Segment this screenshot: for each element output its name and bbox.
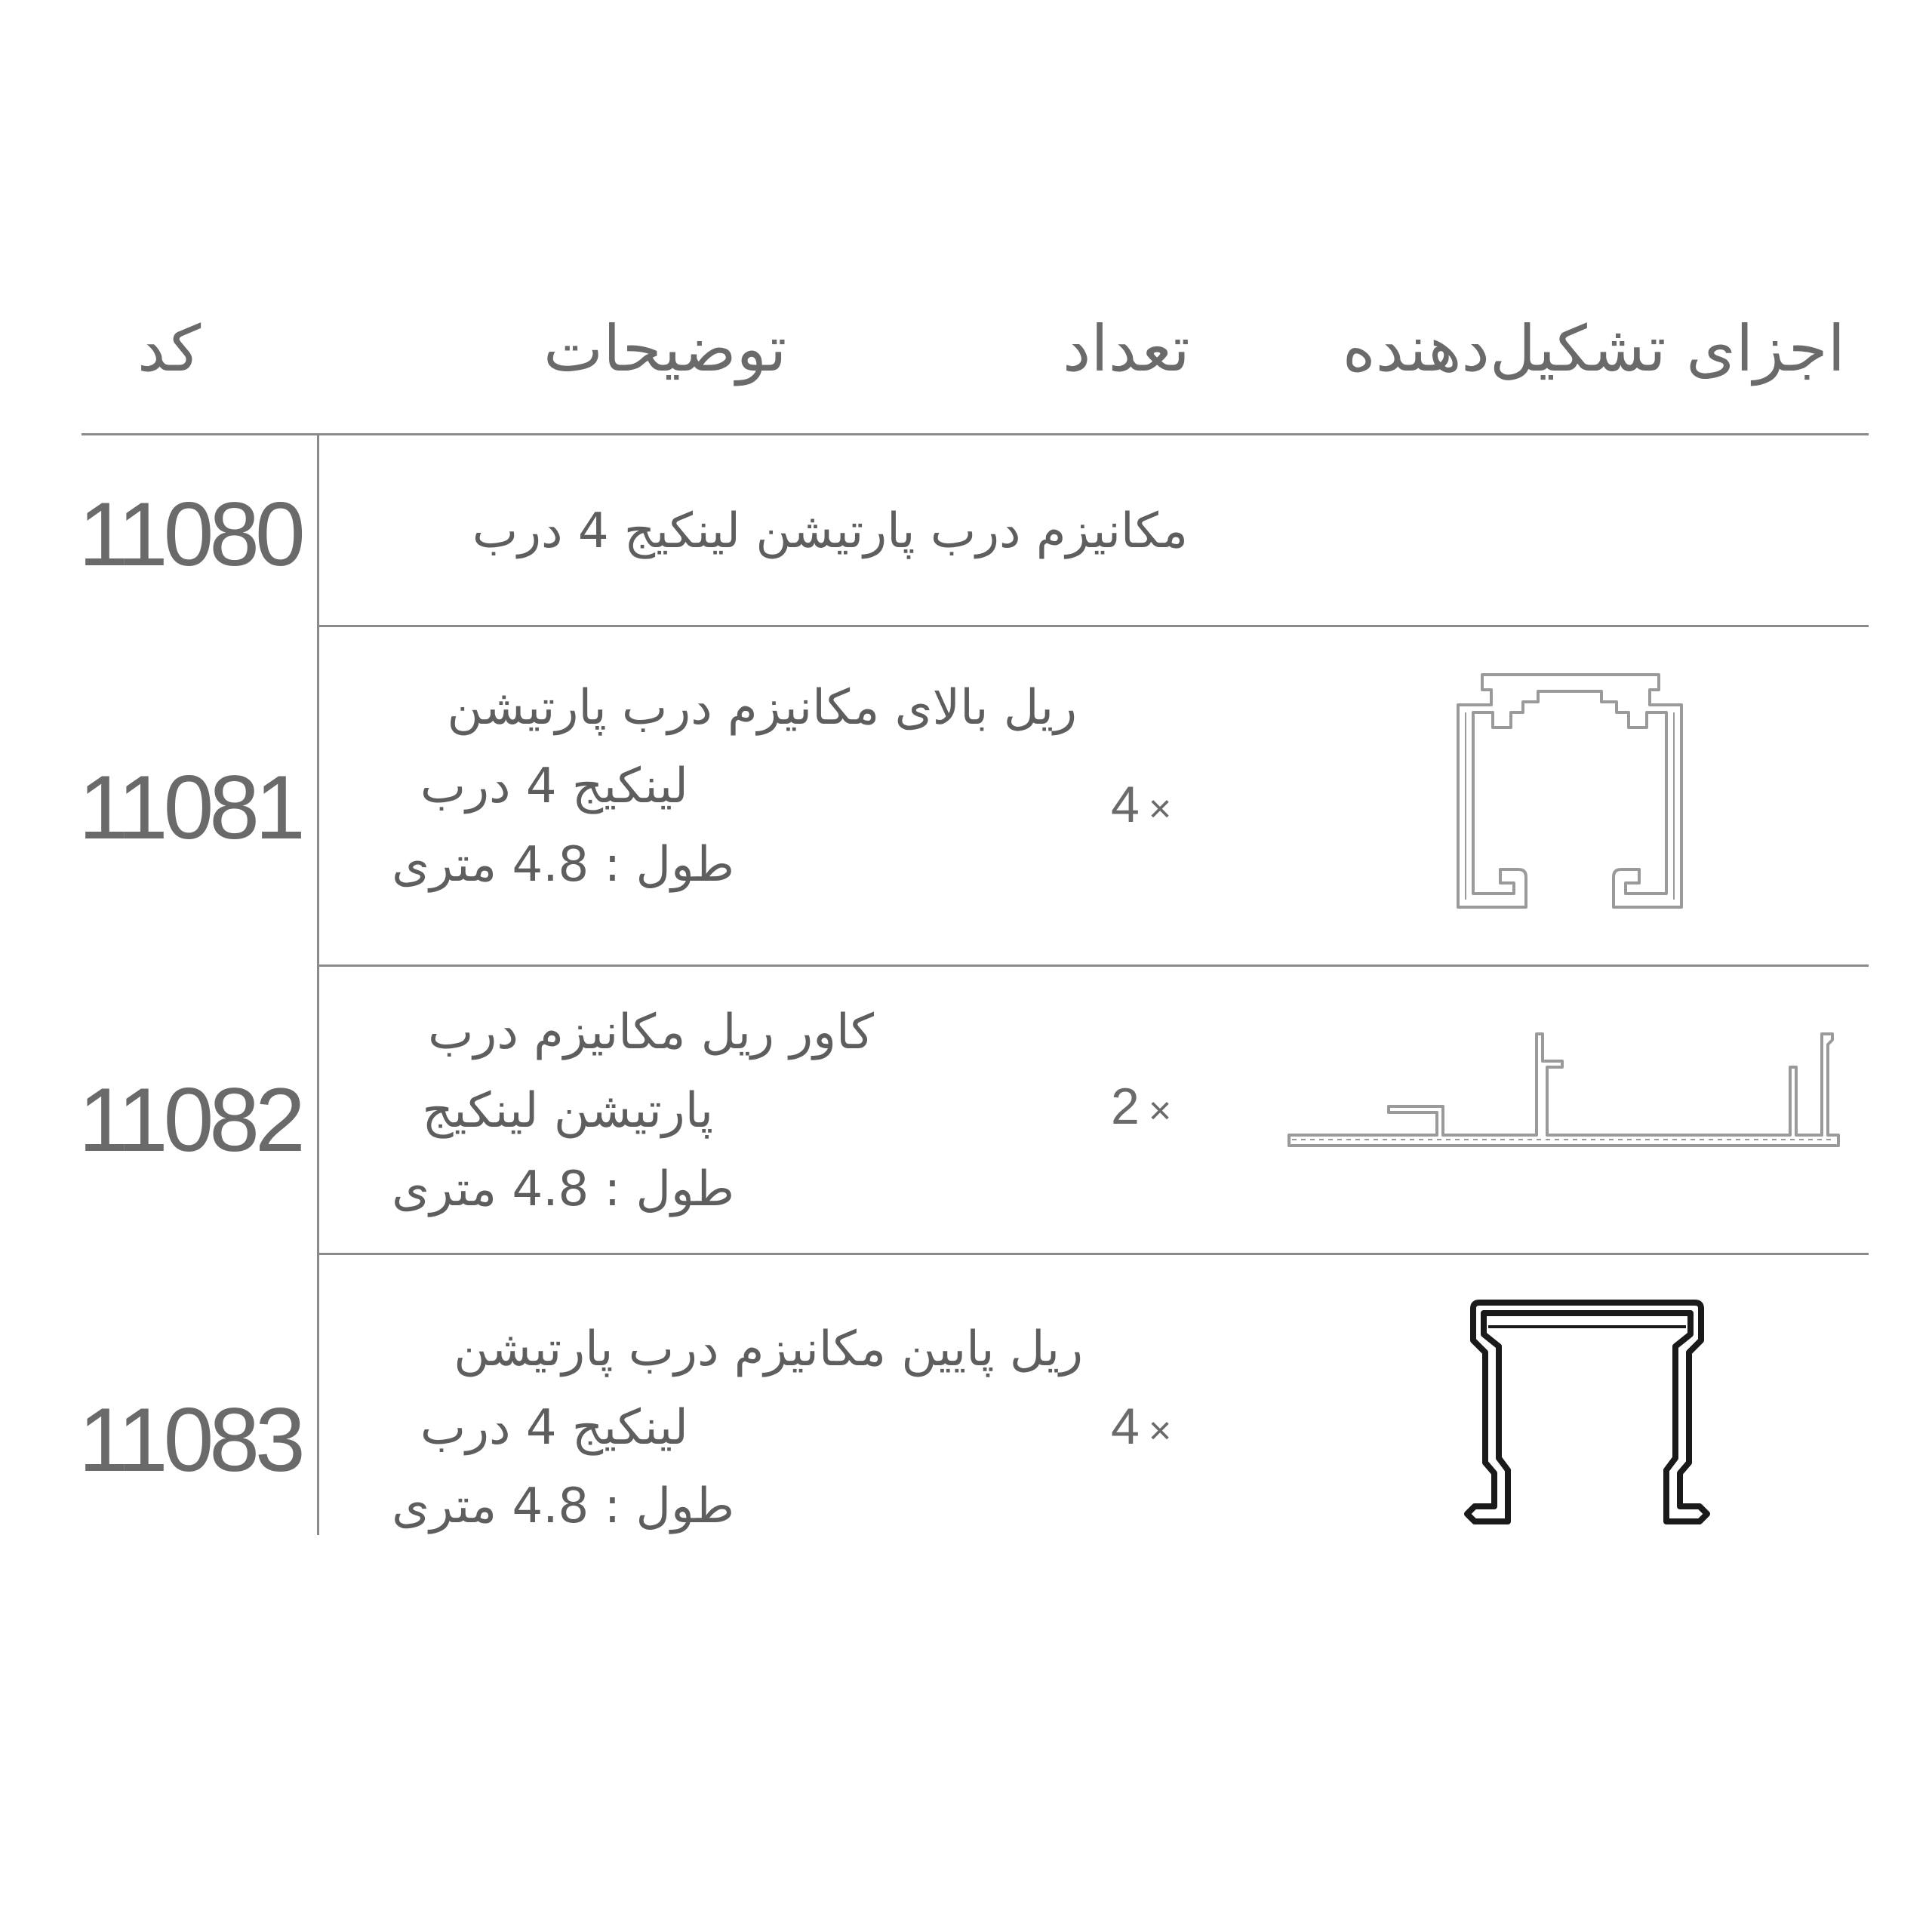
bottom-rail-profile-icon (1446, 1297, 1718, 1538)
row-code: 11083 (78, 1389, 301, 1491)
header-divider (82, 433, 1869, 435)
row-code: 11082 (78, 1069, 301, 1171)
multiply-sign: × (1148, 1089, 1172, 1133)
row-quantity (1111, 1078, 1172, 1135)
row-divider-1 (317, 625, 1869, 627)
multiply-sign: × (1148, 787, 1172, 831)
header-components: اجزای تشکیل‌دهنده (1342, 312, 1845, 386)
quantity-value: 4 (1111, 1398, 1140, 1455)
top-rail-profile-icon (1449, 667, 1690, 909)
row-divider-2 (317, 964, 1869, 967)
header-quantity: تعداد (1063, 312, 1190, 386)
header-description: توضیحات (543, 312, 787, 386)
row-description-line: لینکیج 4 درب (420, 1400, 688, 1456)
row-description-line: طول : 4.8 متری (392, 1161, 734, 1217)
row-description-line: لینکیج 4 درب (420, 758, 688, 814)
row-description-line: کاور ریل مکانیزم درب (428, 1004, 874, 1060)
row-description-line: پارتیشن لینکیج (422, 1083, 713, 1139)
multiply-sign: × (1148, 1409, 1172, 1453)
row-quantity (1111, 1398, 1172, 1455)
row-description-line: ریل بالای مکانیزم درب پارتیشن (447, 680, 1077, 736)
code-column-divider (317, 435, 319, 1535)
row-divider-3 (317, 1253, 1869, 1255)
rail-cover-profile-icon (1283, 1025, 1841, 1161)
header-code: کد (137, 312, 202, 386)
quantity-value: 4 (1111, 776, 1140, 833)
quantity-value: 2 (1111, 1078, 1140, 1135)
row-code: 11081 (78, 757, 301, 858)
row-description-line: مکانیزم درب پارتیشن لینکیج 4 درب (472, 503, 1188, 559)
row-description-line: طول : 4.8 متری (392, 837, 734, 893)
row-quantity (1111, 776, 1172, 833)
row-description-line: ریل پایین مکانیزم درب پارتیشن (454, 1321, 1083, 1377)
row-code: 11080 (78, 484, 301, 585)
row-description-line: طول : 4.8 متری (392, 1478, 734, 1534)
